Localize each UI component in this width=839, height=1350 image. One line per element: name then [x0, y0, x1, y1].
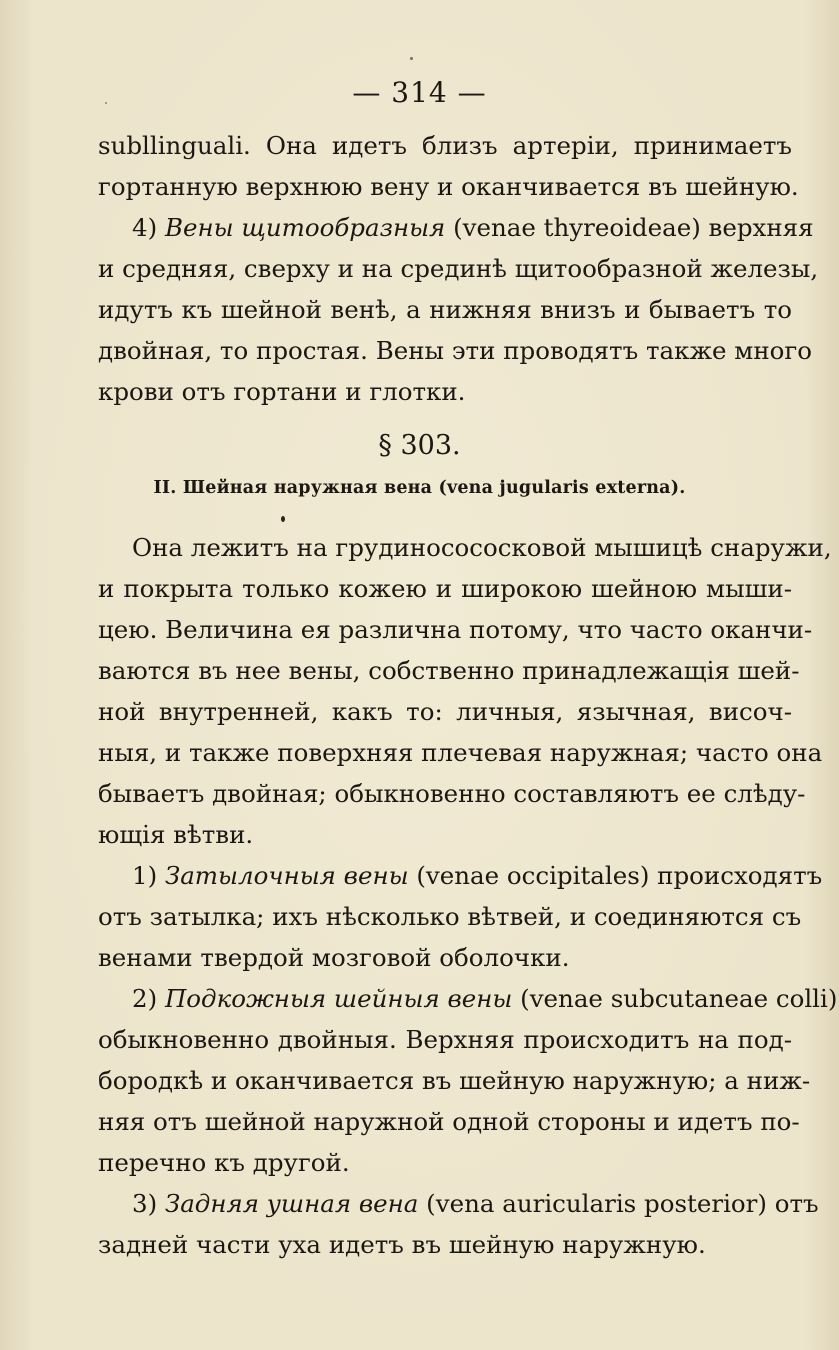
text-line: перечно къ другой. — [98, 1148, 350, 1177]
text-line: отъ затылка; ихъ нѣсколько вѣтвей, и соединяются съ — [98, 902, 802, 931]
text-line — [98, 1183, 819, 1224]
item-number: 3) — [132, 1189, 165, 1218]
text-line: ваются въ нее вены, собственно принадлежащія шей- — [98, 656, 800, 685]
section-subheading: II. Шейная наружная вена (vena jugularis externa). — [153, 478, 686, 498]
text-line: ной внутренней, какъ то: личныя, язычная, височ- — [98, 697, 792, 726]
line-text: (venae subcutaneae colli) — [512, 984, 838, 1013]
text-line: Она лежитъ на грудиносососковой мышицѣ снаружи, — [132, 533, 832, 562]
text-line: subllinguali. Она идетъ близъ артеріи, принимаетъ — [98, 131, 792, 160]
paragraph — [98, 855, 823, 978]
line-text: (vena auricularis posterior) отъ — [418, 1189, 819, 1218]
paragraph — [98, 125, 799, 207]
text-line: бываетъ двойная; обыкновенно составляютъ ее слѣду- — [98, 779, 806, 808]
ink-speck — [281, 516, 285, 522]
text-line: цею. Величина ея различна потому, что часто оканчи- — [98, 615, 813, 644]
text-line: и покрыта только кожею и широкою шейною мыши- — [98, 574, 792, 603]
text-line: идутъ къ шейной венѣ, а нижняя внизъ и бываетъ то — [98, 295, 792, 324]
text-line: бородкѣ и оканчивается въ шейную наружную; а ниж- — [98, 1066, 811, 1095]
text-line: ющія вѣтви. — [98, 820, 254, 849]
text-line — [98, 207, 814, 248]
paragraph — [98, 1183, 819, 1265]
vein-name: Задняя ушная вена — [164, 1189, 419, 1218]
text-line: ныя, и также поверхняя плечевая наружная; часто она — [98, 738, 823, 767]
text-line: няя отъ шейной наружной одной стороны и идетъ по- — [98, 1107, 800, 1136]
text-line: обыкновенно двойныя. Верхняя происходитъ на под- — [98, 1025, 792, 1054]
text-line: гортанную верхнюю вену и оканчивается въ шейную. — [98, 172, 799, 201]
vein-name: Затылочныя вены — [164, 861, 409, 890]
item-number: 4) — [132, 213, 165, 242]
text-line: задней части уха идетъ въ шейную наружную. — [98, 1230, 706, 1259]
text-line: крови отъ гортани и глотки. — [98, 377, 466, 406]
vein-name: Подкожныя шейныя вены — [164, 984, 513, 1013]
section-heading: § 303. — [378, 430, 461, 461]
text-line: венами твердой мозговой оболочки. — [98, 943, 570, 972]
ink-speck — [105, 102, 107, 104]
item-number: 2) — [132, 984, 165, 1013]
paragraph — [98, 527, 832, 855]
line-text: (venae thyreoideae) верхняя — [445, 213, 814, 242]
paragraph — [98, 207, 819, 412]
text-line: и средняя, сверху и на срединѣ щитообразной железы, — [98, 254, 819, 283]
body-text-bottom — [98, 527, 838, 1265]
item-number: 1) — [132, 861, 165, 890]
text-line — [98, 978, 838, 1019]
line-text: (venae occipitales) происходятъ — [408, 861, 823, 890]
page-number: — 314 — — [352, 76, 487, 109]
paragraph — [98, 978, 838, 1183]
body-text-top — [98, 125, 819, 412]
text-line: двойная, то простая. Вены эти проводятъ также много — [98, 336, 813, 365]
vein-name: Вены щитообразныя — [164, 213, 446, 242]
ink-speck — [410, 57, 413, 60]
text-line — [98, 855, 823, 896]
